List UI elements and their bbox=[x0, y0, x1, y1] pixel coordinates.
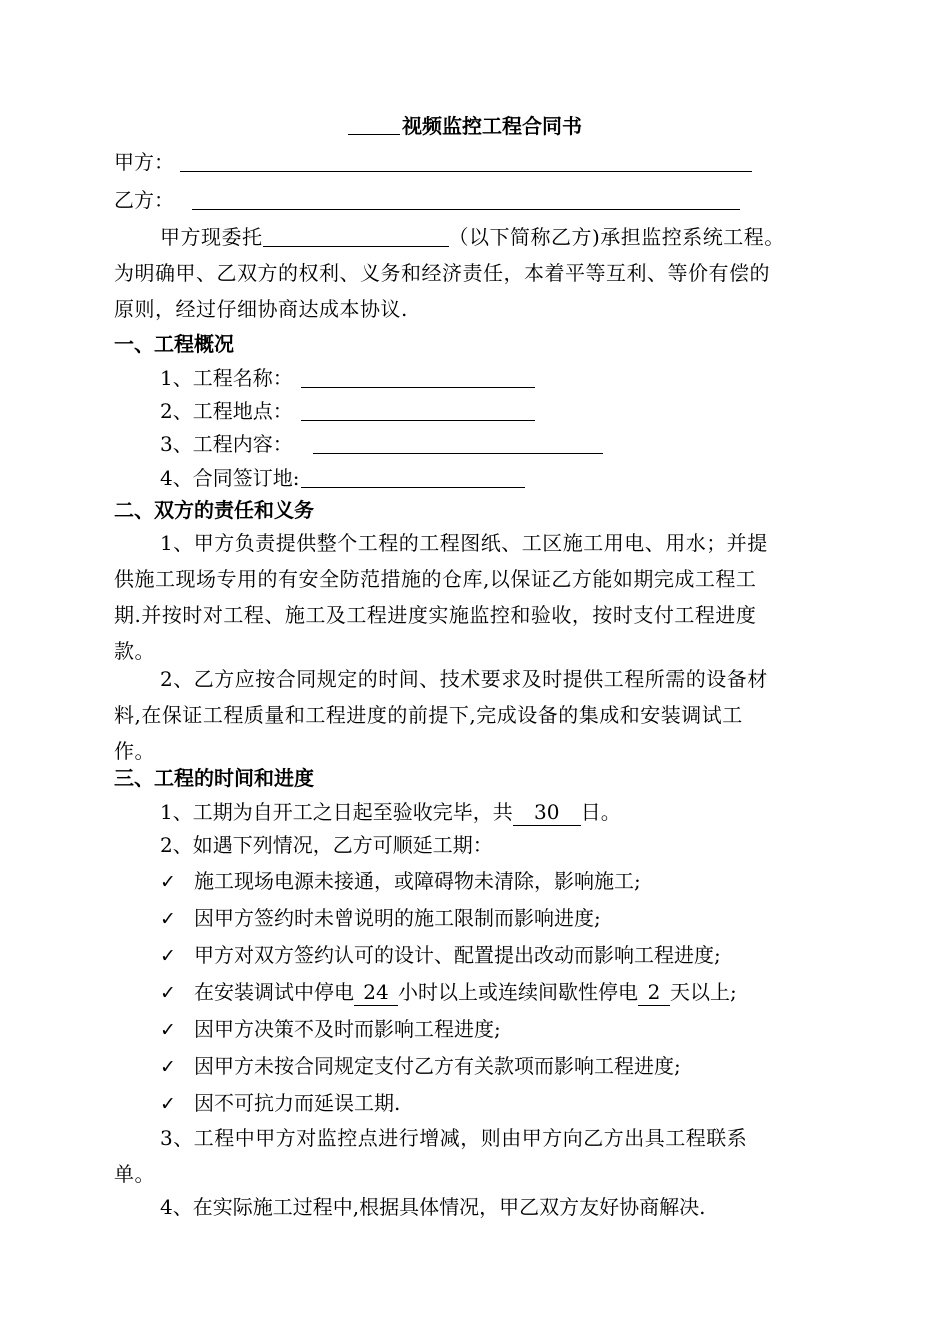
check-text-2: 因甲方签约时未曾说明的施工限制而影响进度; bbox=[194, 906, 601, 930]
s2p1-line-2: 供施工现场专用的有安全防范措施的仓库,以保证乙方能如期完成工程工 bbox=[114, 567, 757, 591]
intro-text-a: 甲方现委托 bbox=[160, 225, 263, 249]
section1-heading: 一、工程概况 bbox=[114, 332, 234, 356]
check4-text-a: 在安装调试中停电 bbox=[194, 980, 354, 1004]
party-a-line bbox=[114, 149, 752, 175]
project-content-label: 3、工程内容： bbox=[160, 432, 293, 456]
duration-text-a: 1、工期为自开工之日起至验收完毕，共 bbox=[160, 800, 513, 824]
s2p2-line-2: 料,在保证工程质量和工程进度的前提下,完成设备的集成和安装调试工 bbox=[114, 703, 743, 727]
section3-heading: 三、工程的时间和进度 bbox=[114, 766, 314, 790]
project-location-line bbox=[160, 398, 535, 424]
check-icon: ✓ bbox=[160, 945, 176, 967]
project-location-label: 2、工程地点： bbox=[160, 399, 293, 423]
section2-paragraph-2 bbox=[114, 661, 832, 769]
check-icon: ✓ bbox=[160, 1019, 176, 1041]
s3i3-line-2: 单。 bbox=[114, 1162, 155, 1186]
duration-days-value: 30 bbox=[513, 799, 581, 826]
check-text-7: 因不可抗力而延误工期. bbox=[194, 1091, 401, 1115]
document-title bbox=[348, 112, 582, 140]
section2-heading: 二、双方的责任和义务 bbox=[114, 498, 314, 522]
check-item-3 bbox=[160, 942, 721, 969]
check-text-3: 甲方对双方签约认可的设计、配置提出改动而影响工程进度; bbox=[194, 943, 721, 967]
check-item-1 bbox=[160, 868, 641, 895]
extension-line: 2、如遇下列情况，乙方可顺延工期： bbox=[160, 833, 493, 857]
check-item-4 bbox=[160, 979, 737, 1006]
title-blank bbox=[348, 114, 400, 135]
intro-paragraph bbox=[114, 219, 832, 327]
check-item-6 bbox=[160, 1053, 681, 1080]
project-content-blank bbox=[313, 433, 603, 454]
signing-place-line bbox=[160, 465, 525, 491]
check-icon: ✓ bbox=[160, 871, 176, 893]
check4-text-b: 小时以上或连续间歇性停电 bbox=[398, 980, 638, 1004]
party-b-blank bbox=[192, 189, 740, 210]
check-icon: ✓ bbox=[160, 908, 176, 930]
s3i3-line-1: 3、工程中甲方对监控点进行增减，则由甲方向乙方出具工程联系 bbox=[160, 1126, 748, 1150]
s2p1-line-3: 期.并按时对工程、施工及工程进度实施监控和验收，按时支付工程进度 bbox=[114, 603, 757, 627]
intro-line-1 bbox=[114, 219, 832, 255]
outage-hours-value: 24 bbox=[354, 979, 398, 1006]
project-name-blank bbox=[301, 367, 535, 388]
check-text-6: 因甲方未按合同规定支付乙方有关款项而影响工程进度; bbox=[194, 1054, 681, 1078]
check-item-7 bbox=[160, 1090, 400, 1117]
project-location-blank bbox=[301, 400, 535, 421]
intro-text-b: （以下简称乙方)承担监控系统工程。 bbox=[448, 225, 785, 249]
check-icon: ✓ bbox=[160, 982, 176, 1004]
signing-place-label: 4、合同签订地: bbox=[160, 466, 300, 490]
s2p2-line-1: 2、乙方应按合同规定的时间、技术要求及时提供工程所需的设备材 bbox=[160, 667, 768, 691]
check-item-5 bbox=[160, 1016, 501, 1043]
s2p1-line-1: 1、甲方负责提供整个工程的工程图纸、工区施工用电、用水；并提 bbox=[160, 531, 768, 555]
intro-line-2: 为明确甲、乙双方的权利、义务和经济责任，本着平等互利、等价有偿的 bbox=[114, 261, 770, 285]
entrusted-party-blank bbox=[263, 226, 449, 247]
check4-text-c: 天以上; bbox=[670, 980, 737, 1004]
check-text-1: 施工现场电源未接通，或障碍物未清除，影响施工; bbox=[194, 869, 641, 893]
section2-paragraph-1 bbox=[114, 525, 832, 669]
section3-item4: 4、在实际施工过程中,根据具体情况，甲乙双方友好协商解决. bbox=[160, 1195, 706, 1219]
section3-item3 bbox=[114, 1120, 832, 1192]
title-text: 视频监控工程合同书 bbox=[402, 114, 582, 138]
project-name-label: 1、工程名称： bbox=[160, 366, 293, 390]
party-b-label: 乙方： bbox=[114, 188, 174, 212]
project-name-line bbox=[160, 365, 535, 391]
duration-text-b: 日。 bbox=[580, 800, 621, 824]
intro-line-3: 原则，经过仔细协商达成本协议. bbox=[114, 297, 408, 321]
check-icon: ✓ bbox=[160, 1056, 176, 1078]
s2p2-line-3: 作。 bbox=[114, 739, 155, 763]
check-item-2 bbox=[160, 905, 601, 932]
s2p1-line-4: 款。 bbox=[114, 639, 155, 663]
check-icon: ✓ bbox=[160, 1093, 176, 1115]
signing-place-blank bbox=[301, 467, 525, 488]
project-content-line bbox=[160, 431, 603, 457]
party-a-label: 甲方： bbox=[114, 150, 174, 174]
party-b-line bbox=[114, 187, 740, 213]
duration-line bbox=[160, 799, 621, 826]
party-a-blank bbox=[180, 151, 752, 172]
outage-days-value: 2 bbox=[638, 979, 670, 1006]
check-text-5: 因甲方决策不及时而影响工程进度; bbox=[194, 1017, 501, 1041]
